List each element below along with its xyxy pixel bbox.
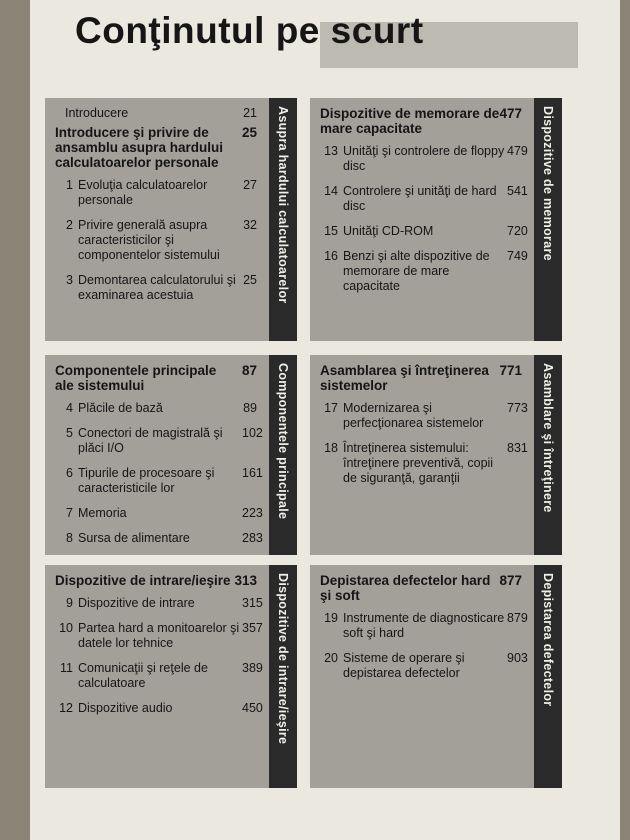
section-panel bbox=[310, 98, 562, 341]
section-panel bbox=[45, 355, 297, 555]
section-heading-title: Depistarea defectelor hard şi soft bbox=[320, 573, 491, 603]
chapter-number: 2 bbox=[66, 218, 73, 232]
section-sidebar-label: Dispozitive de intrare/ieşire bbox=[276, 573, 290, 745]
chapter-page: 479 bbox=[507, 144, 528, 158]
chapter-entry bbox=[320, 611, 558, 641]
section-content bbox=[320, 363, 558, 496]
chapter-page: 283 bbox=[242, 531, 263, 545]
chapter-number: 7 bbox=[66, 506, 73, 520]
chapter-page: 102 bbox=[242, 426, 263, 440]
section-panel bbox=[310, 565, 562, 788]
section-heading bbox=[55, 363, 293, 393]
chapter-entry bbox=[55, 426, 293, 456]
section-content bbox=[320, 106, 558, 304]
chapter-title: Memoria bbox=[78, 506, 127, 520]
chapter-page: 315 bbox=[242, 596, 263, 610]
section-content bbox=[55, 363, 293, 556]
section-heading bbox=[55, 573, 293, 588]
chapter-number: 4 bbox=[66, 401, 73, 415]
chapter-title: Unităţi şi controlere de floppy disc bbox=[343, 144, 505, 173]
section-content bbox=[55, 106, 293, 313]
chapter-number: 5 bbox=[66, 426, 73, 440]
chapter-number: 8 bbox=[66, 531, 73, 545]
chapter-entry bbox=[320, 401, 558, 431]
section-panel bbox=[45, 565, 297, 788]
section-heading-title: Asamblarea şi întreţinerea sistemelor bbox=[320, 363, 489, 393]
chapter-entry bbox=[55, 506, 293, 521]
chapter-entry bbox=[320, 249, 558, 294]
section-heading-page: 771 bbox=[499, 363, 522, 378]
chapter-title: Modernizarea şi perfecţionarea sistemelor bbox=[343, 401, 484, 430]
chapter-page: 831 bbox=[507, 441, 528, 455]
chapter-title: Plăcile de bază bbox=[78, 401, 163, 415]
section-sidebar-label: Asamblare şi întreţinere bbox=[541, 363, 555, 513]
chapter-title: Demontarea calculatorului şi examinarea acestuia bbox=[78, 273, 236, 302]
chapter-entry bbox=[320, 651, 558, 681]
chapter-title: Sursa de alimentare bbox=[78, 531, 190, 545]
chapter-entry bbox=[320, 144, 558, 174]
section-sidebar-label: Asupra hardului calculatoarelor bbox=[276, 106, 290, 304]
chapter-title: Dispozitive de intrare bbox=[78, 596, 195, 610]
chapter-page: 357 bbox=[242, 621, 263, 635]
chapter-entry bbox=[55, 531, 293, 546]
section-heading bbox=[320, 106, 558, 136]
chapter-entry bbox=[55, 621, 293, 651]
chapter-page: 541 bbox=[507, 184, 528, 198]
section-heading-title: Introducere şi privire de ansamblu asupra hardului calculatoarelor personale bbox=[55, 125, 224, 170]
chapter-title: Evoluţia calculatoarelor personale bbox=[78, 178, 208, 207]
section-content bbox=[55, 573, 293, 726]
chapter-page: 25 bbox=[243, 273, 257, 287]
chapter-number: 12 bbox=[59, 701, 73, 715]
chapter-entry bbox=[320, 224, 558, 239]
section-sidebar-label: Dispozitive de memorare bbox=[541, 106, 555, 261]
chapter-entry bbox=[320, 184, 558, 214]
section-heading-page: 877 bbox=[499, 573, 522, 588]
chapter-page: 32 bbox=[243, 218, 257, 232]
chapter-number: 14 bbox=[324, 184, 338, 198]
section-panel bbox=[310, 355, 562, 555]
chapter-number: 20 bbox=[324, 651, 338, 665]
chapter-title: Privire generală asupra caracteristicilor şi componentelor sistemului bbox=[78, 218, 220, 262]
chapter-page: 720 bbox=[507, 224, 528, 238]
section-heading bbox=[55, 125, 293, 170]
section-heading-page: 87 bbox=[241, 363, 257, 378]
chapter-entry bbox=[320, 441, 558, 486]
entry-page: 21 bbox=[243, 106, 257, 120]
section-heading-title: Dispozitive de intrare/ieşire bbox=[55, 573, 231, 588]
chapter-page: 161 bbox=[242, 466, 263, 480]
chapter-entry bbox=[55, 701, 293, 716]
intro-entry bbox=[55, 106, 293, 121]
chapter-title: Comunicaţii şi reţele de calculatoare bbox=[78, 661, 208, 690]
page-title: Conţinutul pe scurt bbox=[75, 10, 424, 51]
section-heading-title: Componentele principale ale sistemului bbox=[55, 363, 217, 393]
chapter-page: 89 bbox=[243, 401, 257, 415]
chapter-page: 27 bbox=[243, 178, 257, 192]
chapter-page: 450 bbox=[242, 701, 263, 715]
chapter-entry bbox=[55, 218, 293, 263]
chapter-entry bbox=[55, 401, 293, 416]
chapter-entry bbox=[55, 661, 293, 691]
chapter-title: Partea hard a monitoarelor şi datele lor tehnice bbox=[78, 621, 240, 650]
entry-title: Introducere bbox=[65, 106, 129, 120]
chapter-page: 389 bbox=[242, 661, 263, 675]
chapter-entry bbox=[55, 596, 293, 611]
section-sidebar-label: Depistarea defectelor bbox=[541, 573, 555, 707]
section-panel bbox=[45, 98, 297, 341]
section-heading bbox=[320, 573, 558, 603]
chapter-page: 903 bbox=[507, 651, 528, 665]
chapter-entry bbox=[55, 178, 293, 208]
section-heading-page: 477 bbox=[499, 106, 522, 121]
section-content bbox=[320, 573, 558, 691]
chapter-title: Unităţi CD-ROM bbox=[343, 224, 434, 238]
chapter-title: Conectori de magistrală şi plăci I/O bbox=[78, 426, 223, 455]
chapter-page: 223 bbox=[242, 506, 263, 520]
chapter-entry bbox=[55, 466, 293, 496]
chapter-page: 749 bbox=[507, 249, 528, 263]
chapter-title: Întreţinerea sistemului: întreţinere preventivă, copii de siguranţă, garanţii bbox=[343, 441, 494, 485]
chapter-number: 18 bbox=[324, 441, 338, 455]
chapter-page: 773 bbox=[507, 401, 528, 415]
chapter-title: Benzi şi alte dispozitive de memorare de mare capacitate bbox=[343, 249, 490, 293]
section-heading-page: 313 bbox=[234, 573, 257, 588]
section-heading bbox=[320, 363, 558, 393]
chapter-number: 9 bbox=[66, 596, 73, 610]
section-heading-title: Dispozitive de memorare de mare capacitate bbox=[320, 106, 500, 136]
section-heading-page: 25 bbox=[241, 125, 257, 140]
chapter-number: 13 bbox=[324, 144, 338, 158]
chapter-title: Instrumente de diagnosticare soft şi hard bbox=[343, 611, 505, 640]
chapter-number: 11 bbox=[60, 661, 73, 675]
chapter-number: 1 bbox=[66, 178, 73, 192]
chapter-number: 6 bbox=[66, 466, 73, 480]
chapter-page: 879 bbox=[507, 611, 528, 625]
chapter-number: 3 bbox=[66, 273, 73, 287]
chapter-title: Dispozitive audio bbox=[78, 701, 173, 715]
chapter-title: Controlere şi unităţi de hard disc bbox=[343, 184, 497, 213]
chapter-number: 10 bbox=[59, 621, 73, 635]
chapter-number: 17 bbox=[324, 401, 338, 415]
section-sidebar-label: Componentele principale bbox=[276, 363, 290, 520]
chapter-entry bbox=[55, 273, 293, 303]
chapter-title: Tipurile de procesoare şi caracteristicile lor bbox=[78, 466, 215, 495]
chapter-title: Sisteme de operare şi depistarea defectelor bbox=[343, 651, 465, 680]
chapter-number: 15 bbox=[324, 224, 338, 238]
chapter-number: 19 bbox=[324, 611, 338, 625]
chapter-number: 16 bbox=[324, 249, 338, 263]
